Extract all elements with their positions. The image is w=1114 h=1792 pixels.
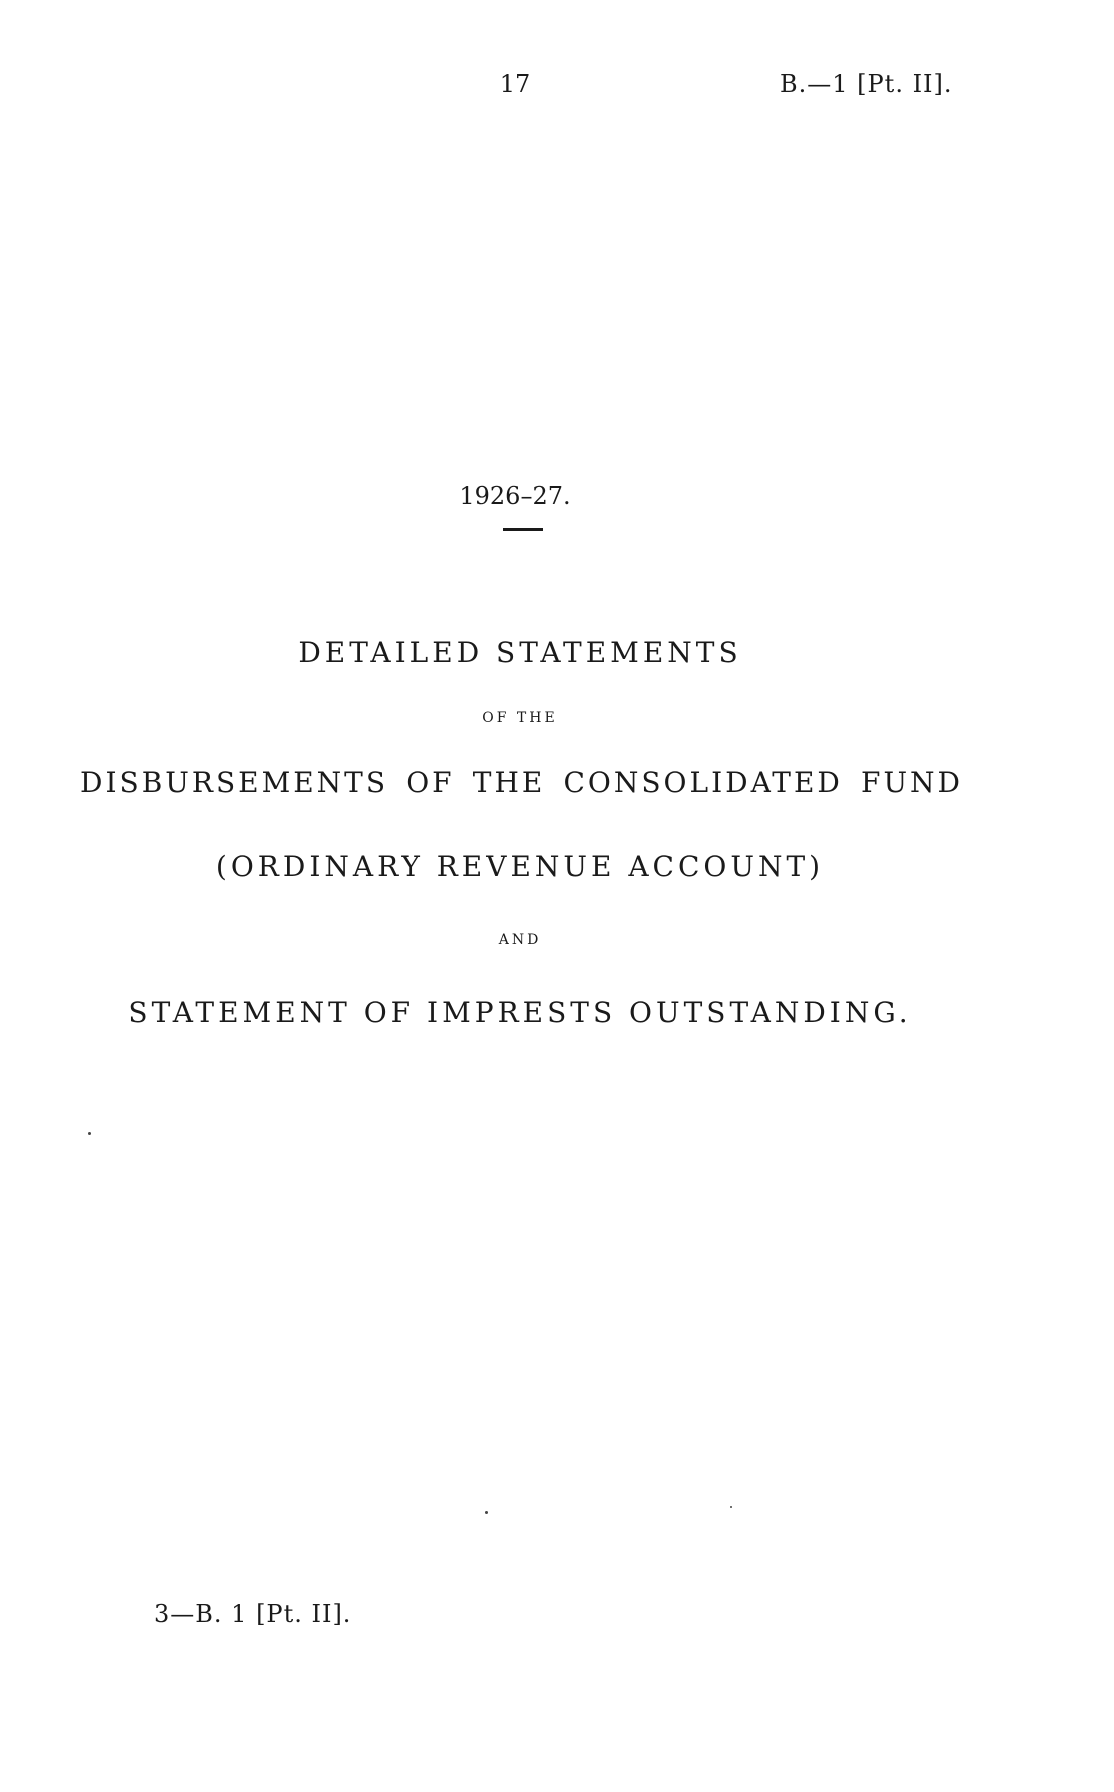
year-heading: 1926–27. [459, 482, 571, 510]
scan-speck [485, 1511, 488, 1514]
connector-and: AND [498, 932, 542, 948]
title-detailed-statements: DETAILED STATEMENTS [298, 636, 742, 669]
scan-speck [88, 1132, 91, 1135]
title-disbursements: DISBURSEMENTS OF THE CONSOLIDATED FUND [80, 766, 963, 799]
page-number: 17 [499, 70, 531, 98]
year-divider [503, 528, 543, 531]
header-reference: B.—1 [Pt. II]. [780, 70, 953, 98]
footer-reference: 3—B. 1 [Pt. II]. [154, 1600, 352, 1628]
title-ordinary-revenue-account: (ORDINARY REVENUE ACCOUNT) [215, 850, 825, 883]
title-imprests-outstanding: STATEMENT OF IMPRESTS OUTSTANDING. [128, 996, 912, 1029]
scan-speck [730, 1506, 732, 1508]
connector-of-the: OF THE [482, 710, 558, 726]
